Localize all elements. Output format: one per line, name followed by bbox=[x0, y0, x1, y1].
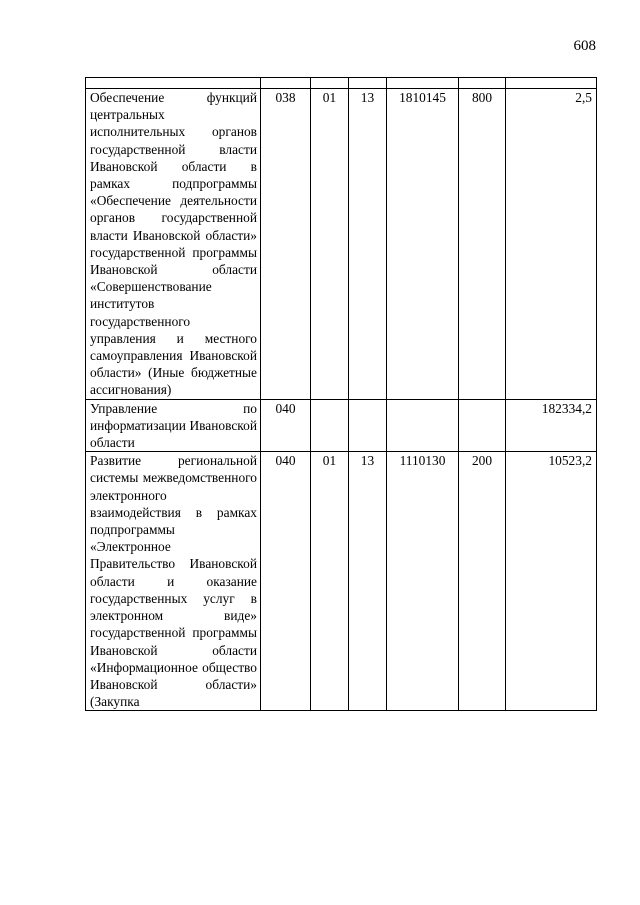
item-name: Развитие региональной системы межведомственного электронного взаимодействия в рамках подпрограммы «Электронное Правительство Ивановской области и оказание государственных услуг в электронном виде» государственной программы Ивановской области «Информационное общество Ивановской области» (Закупка bbox=[86, 452, 261, 711]
table-row bbox=[86, 452, 597, 711]
target-code: 1810145 bbox=[387, 89, 459, 400]
item-name: Управление по информатизации Ивановской области bbox=[86, 399, 261, 452]
ministry-code: 038 bbox=[261, 89, 311, 400]
expense-type-code bbox=[459, 399, 506, 452]
ministry-code: 040 bbox=[261, 399, 311, 452]
header-cell bbox=[506, 78, 597, 89]
table-row bbox=[86, 399, 597, 452]
section-code: 01 bbox=[311, 452, 349, 711]
budget-table bbox=[85, 77, 597, 711]
header-cell bbox=[86, 78, 261, 89]
target-code: 1110130 bbox=[387, 452, 459, 711]
table-row bbox=[86, 89, 597, 400]
header-cell bbox=[387, 78, 459, 89]
expense-type-code: 200 bbox=[459, 452, 506, 711]
section-code bbox=[311, 399, 349, 452]
subsection-code bbox=[349, 399, 387, 452]
item-name: Обеспечение функций центральных исполнительных органов государственной власти Ивановской области в рамках подпрограммы «Обеспечение деятельности органов государственной власти Ивановской области» государственной программы Ивановской области «Совершенствование институтов государственного управления и местного самоуправления Ивановской области» (Иные бюджетные ассигнования) bbox=[86, 89, 261, 400]
ministry-code: 040 bbox=[261, 452, 311, 711]
header-cell bbox=[349, 78, 387, 89]
subsection-code: 13 bbox=[349, 89, 387, 400]
expense-type-code: 800 bbox=[459, 89, 506, 400]
header-cell bbox=[311, 78, 349, 89]
section-code: 01 bbox=[311, 89, 349, 400]
amount: 2,5 bbox=[506, 89, 597, 400]
header-cell bbox=[261, 78, 311, 89]
target-code bbox=[387, 399, 459, 452]
header-cell bbox=[459, 78, 506, 89]
amount: 10523,2 bbox=[506, 452, 597, 711]
page-number: 608 bbox=[573, 38, 596, 54]
table-header-row bbox=[86, 78, 597, 89]
amount: 182334,2 bbox=[506, 399, 597, 452]
subsection-code: 13 bbox=[349, 452, 387, 711]
